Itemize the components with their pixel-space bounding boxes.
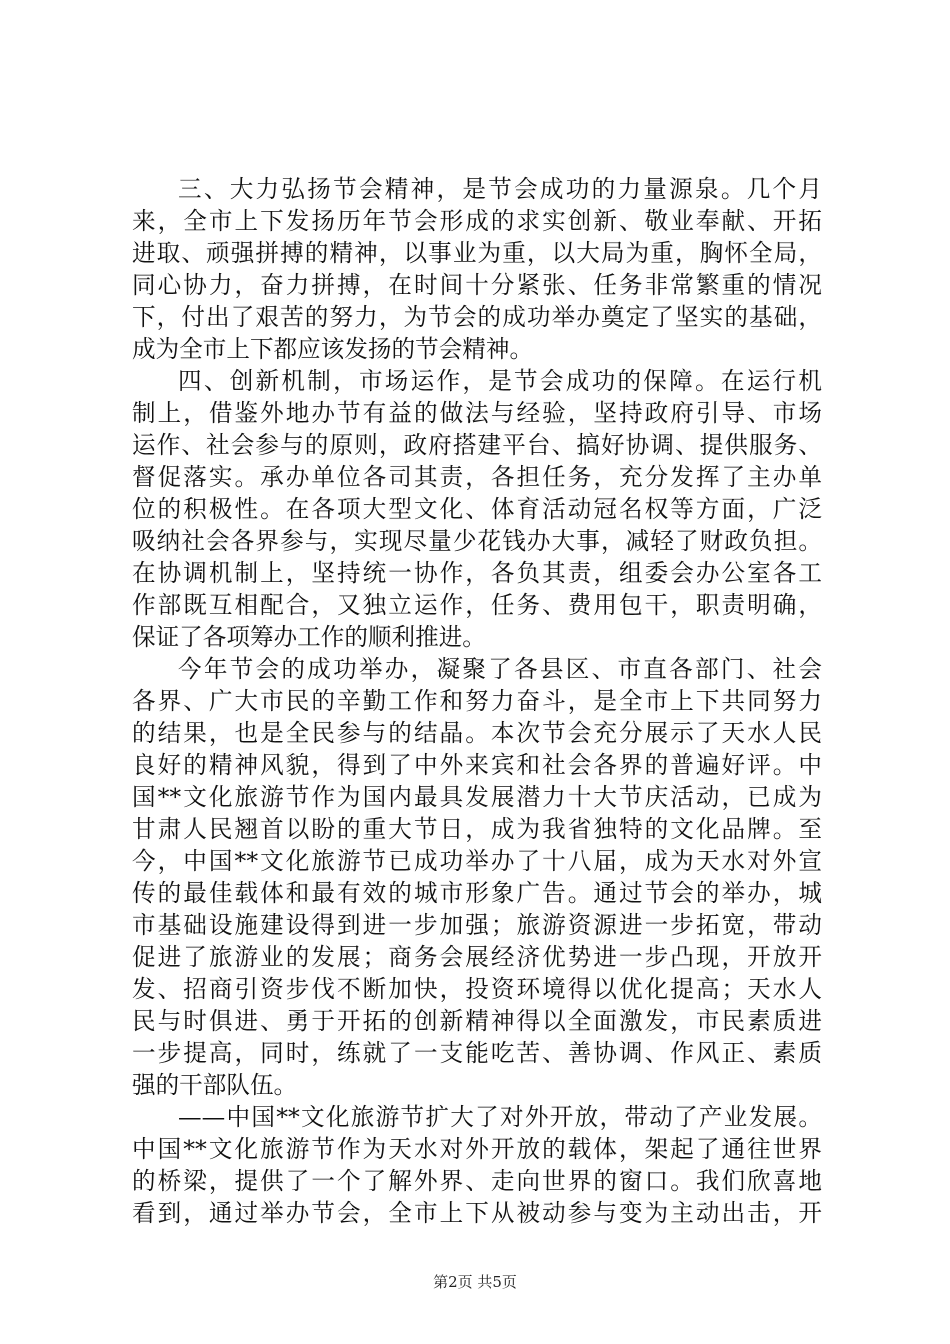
text-line: 促进了旅游业的发展；商务会展经济优势进一步凸现，开放开	[132, 943, 822, 971]
text-line: 发、招商引资步伐不断加快，投资环境得以优化提高；天水人	[132, 975, 822, 1003]
text-line: 保证了各项筹办工作的顺利推进。	[132, 623, 486, 651]
text-line: 在协调机制上，坚持统一协作，各负其责，组委会办公室各工	[132, 559, 822, 587]
text-line: 来，全市上下发扬历年节会形成的求实创新、敬业奉献、开拓	[132, 207, 822, 235]
text-line: 中国**文化旅游节作为天水对外开放的载体，架起了通往世界	[132, 1135, 822, 1163]
text-line: 的桥梁，提供了一个了解外界、走向世界的窗口。我们欣喜地	[132, 1167, 822, 1195]
text-line: 看到，通过举办节会，全市上下从被动参与变为主动出击，开	[132, 1199, 822, 1227]
text-line: 督促落实。承办单位各司其责，各担任务，充分发挥了主办单	[132, 463, 822, 491]
text-line: 吸纳社会各界参与，实现尽量少花钱办大事，减轻了财政负担。	[132, 527, 822, 555]
page-footer	[0, 1272, 950, 1292]
text-line: 市基础设施建设得到进一步加强；旅游资源进一步拓宽，带动	[132, 911, 822, 939]
text-line: 成为全市上下都应该发扬的节会精神。	[132, 335, 534, 363]
text-line: 今，中国**文化旅游节已成功举办了十八届，成为天水对外宣	[132, 847, 822, 875]
text-line: 强的干部队伍。	[132, 1071, 298, 1099]
text-line: 下，付出了艰苦的努力，为节会的成功举办奠定了坚实的基础，	[132, 303, 822, 331]
text-line: 传的最佳载体和最有效的城市形象广告。通过节会的举办，城	[132, 879, 822, 907]
text-line: 一步提高，同时，练就了一支能吃苦、善协调、作风正、素质	[132, 1039, 822, 1067]
text-line: 民与时俱进、勇于开拓的创新精神得以全面激发，市民素质进	[132, 1007, 822, 1035]
text-line: 同心协力，奋力拼搏，在时间十分紧张、任务非常繁重的情况	[132, 271, 822, 299]
text-line: 位的积极性。在各项大型文化、体育活动冠名权等方面，广泛	[132, 495, 822, 523]
text-line: 国**文化旅游节作为国内最具发展潜力十大节庆活动，已成为	[132, 783, 822, 811]
text-line: 各界、广大市民的辛勤工作和努力奋斗，是全市上下共同努力	[132, 687, 822, 715]
document-body	[132, 173, 822, 1229]
text-line: 运作、社会参与的原则，政府搭建平台、搞好协调、提供服务、	[132, 431, 822, 459]
text-line: 四、创新机制，市场运作，是节会成功的保障。在运行机	[178, 367, 822, 395]
text-line: 的结果，也是全民参与的结晶。本次节会充分展示了天水人民	[132, 719, 822, 747]
text-line: 作部既互相配合，又独立运作，任务、费用包干，职责明确，	[132, 591, 822, 619]
text-line: 三、大力弘扬节会精神，是节会成功的力量源泉。几个月	[178, 175, 822, 203]
text-line: 甘肃人民翘首以盼的重大节日，成为我省独特的文化品牌。至	[132, 815, 822, 843]
text-line: 良好的精神风貌，得到了中外来宾和社会各界的普遍好评。中	[132, 751, 822, 779]
text-line: 制上，借鉴外地办节有益的做法与经验，坚持政府引导、市场	[132, 399, 822, 427]
text-line: ——中国**文化旅游节扩大了对外开放，带动了产业发展。	[178, 1103, 822, 1131]
text-line: 进取、顽强拼搏的精神，以事业为重，以大局为重，胸怀全局，	[132, 239, 822, 267]
text-line: 今年节会的成功举办，凝聚了各县区、市直各部门、社会	[178, 655, 822, 683]
page-number-label: 第2页 共5页	[433, 1273, 517, 1291]
